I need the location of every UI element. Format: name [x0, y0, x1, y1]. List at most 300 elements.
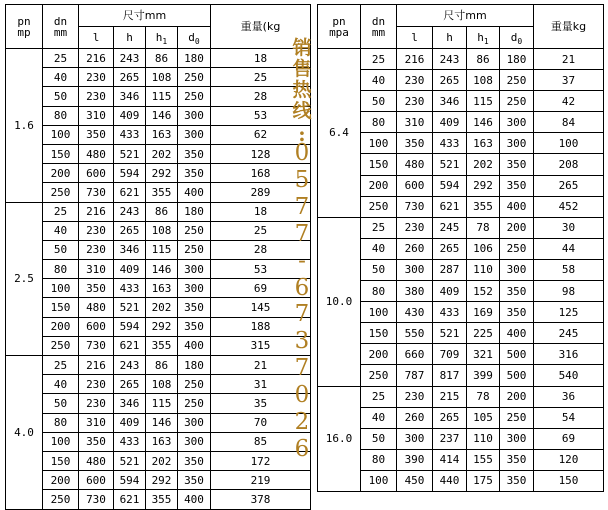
table-cell: 25: [43, 49, 79, 68]
table-cell: 120: [534, 449, 604, 470]
table-cell: 265: [114, 68, 146, 87]
table-cell: 709: [433, 344, 467, 365]
table-cell: 78: [467, 386, 500, 407]
table-cell: 18: [211, 49, 311, 68]
table-cell: 350: [178, 451, 211, 470]
table-cell: 300: [500, 133, 534, 154]
table-cell: 80: [361, 112, 397, 133]
table-cell: 350: [178, 471, 211, 490]
table-cell: 452: [534, 196, 604, 217]
hotline-title-char: 售: [292, 58, 312, 80]
table-cell: 260: [397, 407, 433, 428]
table-cell: 202: [146, 144, 178, 163]
table-cell: 230: [79, 375, 114, 394]
table-cell: 400: [178, 490, 211, 509]
table-cell: 350: [178, 317, 211, 336]
table-cell: 433: [433, 133, 467, 154]
table-cell: 21: [211, 356, 311, 375]
d0-subscript: 0: [517, 37, 523, 47]
dn-unit: mm: [53, 25, 68, 39]
dn-header: [361, 5, 397, 49]
table-cell: 600: [79, 471, 114, 490]
table-cell: 128: [211, 144, 311, 163]
table-cell: 292: [146, 471, 178, 490]
table-cell: 521: [433, 323, 467, 344]
table-cell: 80: [361, 449, 397, 470]
table-cell: 28: [211, 240, 311, 259]
sales-hotline: [289, 38, 315, 463]
table-cell: 188: [211, 317, 311, 336]
table-cell: 292: [146, 164, 178, 183]
table-row: [6, 375, 311, 394]
table-cell: 100: [43, 432, 79, 451]
table-cell: 346: [433, 91, 467, 112]
table-cell: 180: [178, 49, 211, 68]
table-row: [318, 281, 604, 302]
table-cell: 110: [467, 259, 500, 280]
table-cell: 230: [79, 68, 114, 87]
table-row: [6, 490, 311, 509]
table-cell: 163: [146, 279, 178, 298]
table-row: [318, 386, 604, 407]
table-row: [318, 365, 604, 386]
table-cell: 230: [397, 70, 433, 91]
table-cell: 409: [433, 112, 467, 133]
spec-table-left: [5, 4, 311, 510]
table-cell: 350: [397, 133, 433, 154]
spec-table-right: [317, 4, 604, 492]
table-cell: 115: [146, 87, 178, 106]
weight-header: 重量kg: [534, 5, 604, 49]
h-header: h: [114, 27, 146, 49]
table-cell: 40: [43, 375, 79, 394]
table-cell: 152: [467, 281, 500, 302]
table-cell: 817: [433, 365, 467, 386]
table-cell: 69: [534, 428, 604, 449]
table-cell: 108: [146, 375, 178, 394]
table-cell: 86: [146, 49, 178, 68]
pn-header: [318, 5, 361, 49]
table-row: [6, 164, 311, 183]
table-cell: 202: [146, 451, 178, 470]
table-cell: 243: [114, 202, 146, 221]
table-cell: 69: [211, 279, 311, 298]
table-cell: 150: [361, 154, 397, 175]
hotline-digit: 7: [294, 220, 310, 247]
table-cell: 400: [178, 183, 211, 202]
table-row: [6, 432, 311, 451]
table-cell: 594: [433, 175, 467, 196]
table-cell: 100: [361, 133, 397, 154]
table-cell: 86: [146, 202, 178, 221]
pn-value-cell: 16.0: [318, 386, 361, 491]
table-cell: 265: [114, 221, 146, 240]
table-cell: 250: [178, 240, 211, 259]
table-cell: 155: [467, 449, 500, 470]
table-cell: 58: [534, 259, 604, 280]
table-cell: 400: [178, 336, 211, 355]
h1-header: [467, 27, 500, 49]
table-cell: 80: [361, 281, 397, 302]
hotline-digit: 7: [294, 355, 310, 382]
table-cell: 440: [433, 470, 467, 491]
table-cell: 25: [361, 386, 397, 407]
table-cell: 208: [534, 154, 604, 175]
table-cell: 108: [467, 70, 500, 91]
table-cell: 250: [178, 87, 211, 106]
table-cell: 202: [146, 298, 178, 317]
table-cell: 250: [361, 196, 397, 217]
table-cell: 730: [79, 490, 114, 509]
table-cell: 216: [79, 49, 114, 68]
table-cell: 86: [467, 49, 500, 70]
header-row: [6, 5, 311, 27]
table-cell: 300: [178, 106, 211, 125]
table-cell: 350: [500, 175, 534, 196]
table-cell: 86: [146, 356, 178, 375]
table-cell: 163: [146, 125, 178, 144]
table-cell: 150: [43, 298, 79, 317]
table-row: [318, 259, 604, 280]
table-row: [6, 144, 311, 163]
table-row: [6, 221, 311, 240]
l-header: l: [79, 27, 114, 49]
table-row: [318, 428, 604, 449]
table-cell: 730: [397, 196, 433, 217]
table-cell: 146: [467, 112, 500, 133]
h-header: h: [433, 27, 467, 49]
table-cell: 230: [397, 91, 433, 112]
dn-label: dn: [371, 14, 386, 28]
table-cell: 355: [467, 196, 500, 217]
hotline-digit: 0: [294, 140, 310, 166]
hotline-digit: 3: [294, 328, 310, 355]
pn-value-cell: 10.0: [318, 217, 361, 386]
h1-subscript: 1: [162, 37, 168, 47]
pn-value-cell: 1.6: [6, 49, 43, 203]
table-row: [6, 317, 311, 336]
table-cell: 243: [114, 49, 146, 68]
table-cell: 80: [43, 260, 79, 279]
table-cell: 521: [433, 154, 467, 175]
d0-label: d: [510, 31, 518, 44]
table-cell: 621: [114, 183, 146, 202]
h1-header: [146, 27, 178, 49]
table-cell: 540: [534, 365, 604, 386]
table-row: [318, 70, 604, 91]
table-cell: 250: [178, 221, 211, 240]
dn-label: dn: [53, 14, 68, 28]
table-cell: 260: [397, 238, 433, 259]
table-cell: 521: [114, 144, 146, 163]
table-cell: 350: [500, 302, 534, 323]
table-cell: 300: [397, 259, 433, 280]
table-cell: 163: [146, 432, 178, 451]
table-cell: 180: [178, 356, 211, 375]
table-cell: 125: [534, 302, 604, 323]
table-cell: 44: [534, 238, 604, 259]
table-cell: 300: [500, 259, 534, 280]
table-row: [318, 49, 604, 70]
table-row: [6, 394, 311, 413]
table-cell: 300: [178, 432, 211, 451]
table-cell: 250: [43, 490, 79, 509]
table-cell: 237: [433, 428, 467, 449]
size-header: 尺寸mm: [397, 5, 534, 27]
table-cell: 350: [178, 164, 211, 183]
table-cell: 245: [433, 217, 467, 238]
table-cell: 287: [433, 259, 467, 280]
table-row: [318, 112, 604, 133]
table-row: [318, 323, 604, 344]
table-row: [318, 238, 604, 259]
table-cell: 399: [467, 365, 500, 386]
d0-header: [500, 27, 534, 49]
table-cell: 200: [43, 164, 79, 183]
d0-subscript: 0: [194, 37, 200, 47]
table-cell: 265: [534, 175, 604, 196]
table-row: [318, 344, 604, 365]
table-cell: 108: [146, 221, 178, 240]
table-cell: 78: [467, 217, 500, 238]
table-cell: 600: [79, 317, 114, 336]
table-cell: 150: [361, 323, 397, 344]
table-cell: 230: [79, 240, 114, 259]
table-row: [6, 336, 311, 355]
l-header: l: [397, 27, 433, 49]
table-cell: 346: [114, 240, 146, 259]
hotline-digit: 0: [294, 382, 310, 409]
table-cell: 53: [211, 260, 311, 279]
table-cell: 115: [467, 91, 500, 112]
table-cell: 146: [146, 413, 178, 432]
table-cell: 594: [114, 317, 146, 336]
h1-label: h: [155, 31, 163, 44]
table-cell: 62: [211, 125, 311, 144]
table-cell: 200: [361, 344, 397, 365]
table-cell: 521: [114, 451, 146, 470]
table-cell: 50: [43, 87, 79, 106]
table-cell: 40: [361, 70, 397, 91]
table-row: [6, 279, 311, 298]
h1-label: h: [477, 31, 484, 44]
table-cell: 292: [467, 175, 500, 196]
table-cell: 310: [79, 260, 114, 279]
table-cell: 787: [397, 365, 433, 386]
table-cell: 25: [43, 356, 79, 375]
table-cell: 433: [114, 125, 146, 144]
pn-unit: mp: [17, 25, 31, 39]
table-cell: 219: [211, 471, 311, 490]
table-cell: 98: [534, 281, 604, 302]
table-cell: 550: [397, 323, 433, 344]
table-row: [6, 68, 311, 87]
table-cell: 36: [534, 386, 604, 407]
table-row: [318, 196, 604, 217]
hotline-digit: 5: [294, 166, 310, 193]
table-cell: 350: [500, 449, 534, 470]
table-cell: 350: [500, 470, 534, 491]
table-cell: 500: [500, 365, 534, 386]
dn-header: [43, 5, 79, 49]
table-cell: 346: [114, 87, 146, 106]
table-cell: 202: [467, 154, 500, 175]
table-cell: 30: [534, 217, 604, 238]
pn-value-cell: 6.4: [318, 49, 361, 218]
table-cell: 115: [146, 394, 178, 413]
hotline-digit: 6: [294, 435, 310, 462]
hotline-title-char: 销: [292, 37, 312, 59]
table-cell: 250: [43, 183, 79, 202]
table-cell: 50: [43, 394, 79, 413]
table-cell: 250: [500, 238, 534, 259]
table-cell: 265: [114, 375, 146, 394]
table-cell: 250: [361, 365, 397, 386]
table-row: [318, 470, 604, 491]
d0-label: d: [188, 31, 195, 44]
table-cell: 25: [211, 68, 311, 87]
table-cell: 100: [361, 302, 397, 323]
table-cell: 414: [433, 449, 467, 470]
table-cell: 230: [397, 217, 433, 238]
pn-value-cell: 2.5: [6, 202, 43, 356]
table-cell: 100: [43, 125, 79, 144]
weight-header: 重量(kg: [211, 5, 311, 49]
table-cell: 390: [397, 449, 433, 470]
table-row: [318, 91, 604, 112]
table-cell: 450: [397, 470, 433, 491]
table-cell: 243: [433, 49, 467, 70]
table-cell: 53: [211, 106, 311, 125]
table-cell: 250: [178, 375, 211, 394]
table-cell: 250: [500, 407, 534, 428]
table-cell: 350: [178, 298, 211, 317]
hotline-title-char: 线: [292, 100, 312, 122]
table-cell: 172: [211, 451, 311, 470]
table-cell: 350: [79, 125, 114, 144]
table-cell: 350: [79, 279, 114, 298]
table-cell: 350: [79, 432, 114, 451]
table-cell: 250: [500, 70, 534, 91]
table-cell: 250: [178, 394, 211, 413]
table-row: [318, 175, 604, 196]
table-row: [6, 125, 311, 144]
pn-unit: mpa: [329, 25, 349, 39]
table-cell: 35: [211, 394, 311, 413]
hotline-title-char: 热: [292, 79, 312, 101]
table-cell: 378: [211, 490, 311, 509]
table-cell: 621: [114, 490, 146, 509]
table-cell: 230: [79, 221, 114, 240]
hotline-digit: 2: [294, 409, 310, 436]
table-cell: 25: [361, 217, 397, 238]
table-cell: 146: [146, 260, 178, 279]
table-cell: 80: [43, 413, 79, 432]
pn-label: pn: [17, 14, 31, 28]
table-cell: 289: [211, 183, 311, 202]
table-cell: 21: [534, 49, 604, 70]
table-cell: 350: [500, 281, 534, 302]
table-row: [6, 183, 311, 202]
table-cell: 350: [500, 154, 534, 175]
table-cell: 250: [500, 91, 534, 112]
hotline-digit: 6: [294, 274, 310, 301]
table-cell: 150: [534, 470, 604, 491]
table-cell: 480: [79, 451, 114, 470]
table-cell: 42: [534, 91, 604, 112]
table-cell: 216: [79, 202, 114, 221]
table-cell: 200: [500, 386, 534, 407]
table-row: [6, 240, 311, 259]
table-cell: 28: [211, 87, 311, 106]
table-cell: 621: [114, 336, 146, 355]
table-cell: 70: [211, 413, 311, 432]
table-cell: 355: [146, 336, 178, 355]
table-cell: 40: [361, 238, 397, 259]
table-cell: 480: [397, 154, 433, 175]
table-cell: 100: [534, 133, 604, 154]
table-cell: 300: [397, 428, 433, 449]
table-cell: 433: [114, 279, 146, 298]
h1-subscript: 1: [483, 37, 489, 47]
size-header: 尺寸mm: [79, 5, 211, 27]
table-row: [6, 49, 311, 68]
table-cell: 245: [534, 323, 604, 344]
table-cell: 400: [500, 323, 534, 344]
hotline-digit: -: [298, 247, 306, 274]
table-cell: 300: [500, 112, 534, 133]
table-cell: 292: [146, 317, 178, 336]
table-row: [318, 407, 604, 428]
table-cell: 250: [178, 68, 211, 87]
table-cell: 265: [433, 238, 467, 259]
table-cell: 300: [178, 279, 211, 298]
table-cell: 380: [397, 281, 433, 302]
pn-label: pn: [332, 14, 346, 28]
table-cell: 409: [114, 413, 146, 432]
table-cell: 50: [43, 240, 79, 259]
table-cell: 433: [433, 302, 467, 323]
table-cell: 660: [397, 344, 433, 365]
table-cell: 500: [500, 344, 534, 365]
table-row: [6, 260, 311, 279]
table-cell: 40: [43, 68, 79, 87]
table-cell: 50: [361, 91, 397, 112]
table-cell: 168: [211, 164, 311, 183]
table-cell: 600: [79, 164, 114, 183]
table-cell: 100: [361, 470, 397, 491]
table-cell: 150: [43, 451, 79, 470]
table-cell: 621: [433, 196, 467, 217]
table-cell: 316: [534, 344, 604, 365]
table-row: [6, 451, 311, 470]
table-cell: 85: [211, 432, 311, 451]
table-cell: 108: [146, 68, 178, 87]
table-cell: 200: [43, 317, 79, 336]
dn-unit: mm: [371, 25, 386, 39]
table-cell: 200: [500, 217, 534, 238]
table-cell: 480: [79, 144, 114, 163]
table-row: [318, 302, 604, 323]
table-cell: 430: [397, 302, 433, 323]
table-cell: 54: [534, 407, 604, 428]
table-row: [6, 298, 311, 317]
table-cell: 115: [146, 240, 178, 259]
table-cell: 600: [397, 175, 433, 196]
table-cell: 594: [114, 164, 146, 183]
table-cell: 730: [79, 336, 114, 355]
table-cell: 175: [467, 470, 500, 491]
